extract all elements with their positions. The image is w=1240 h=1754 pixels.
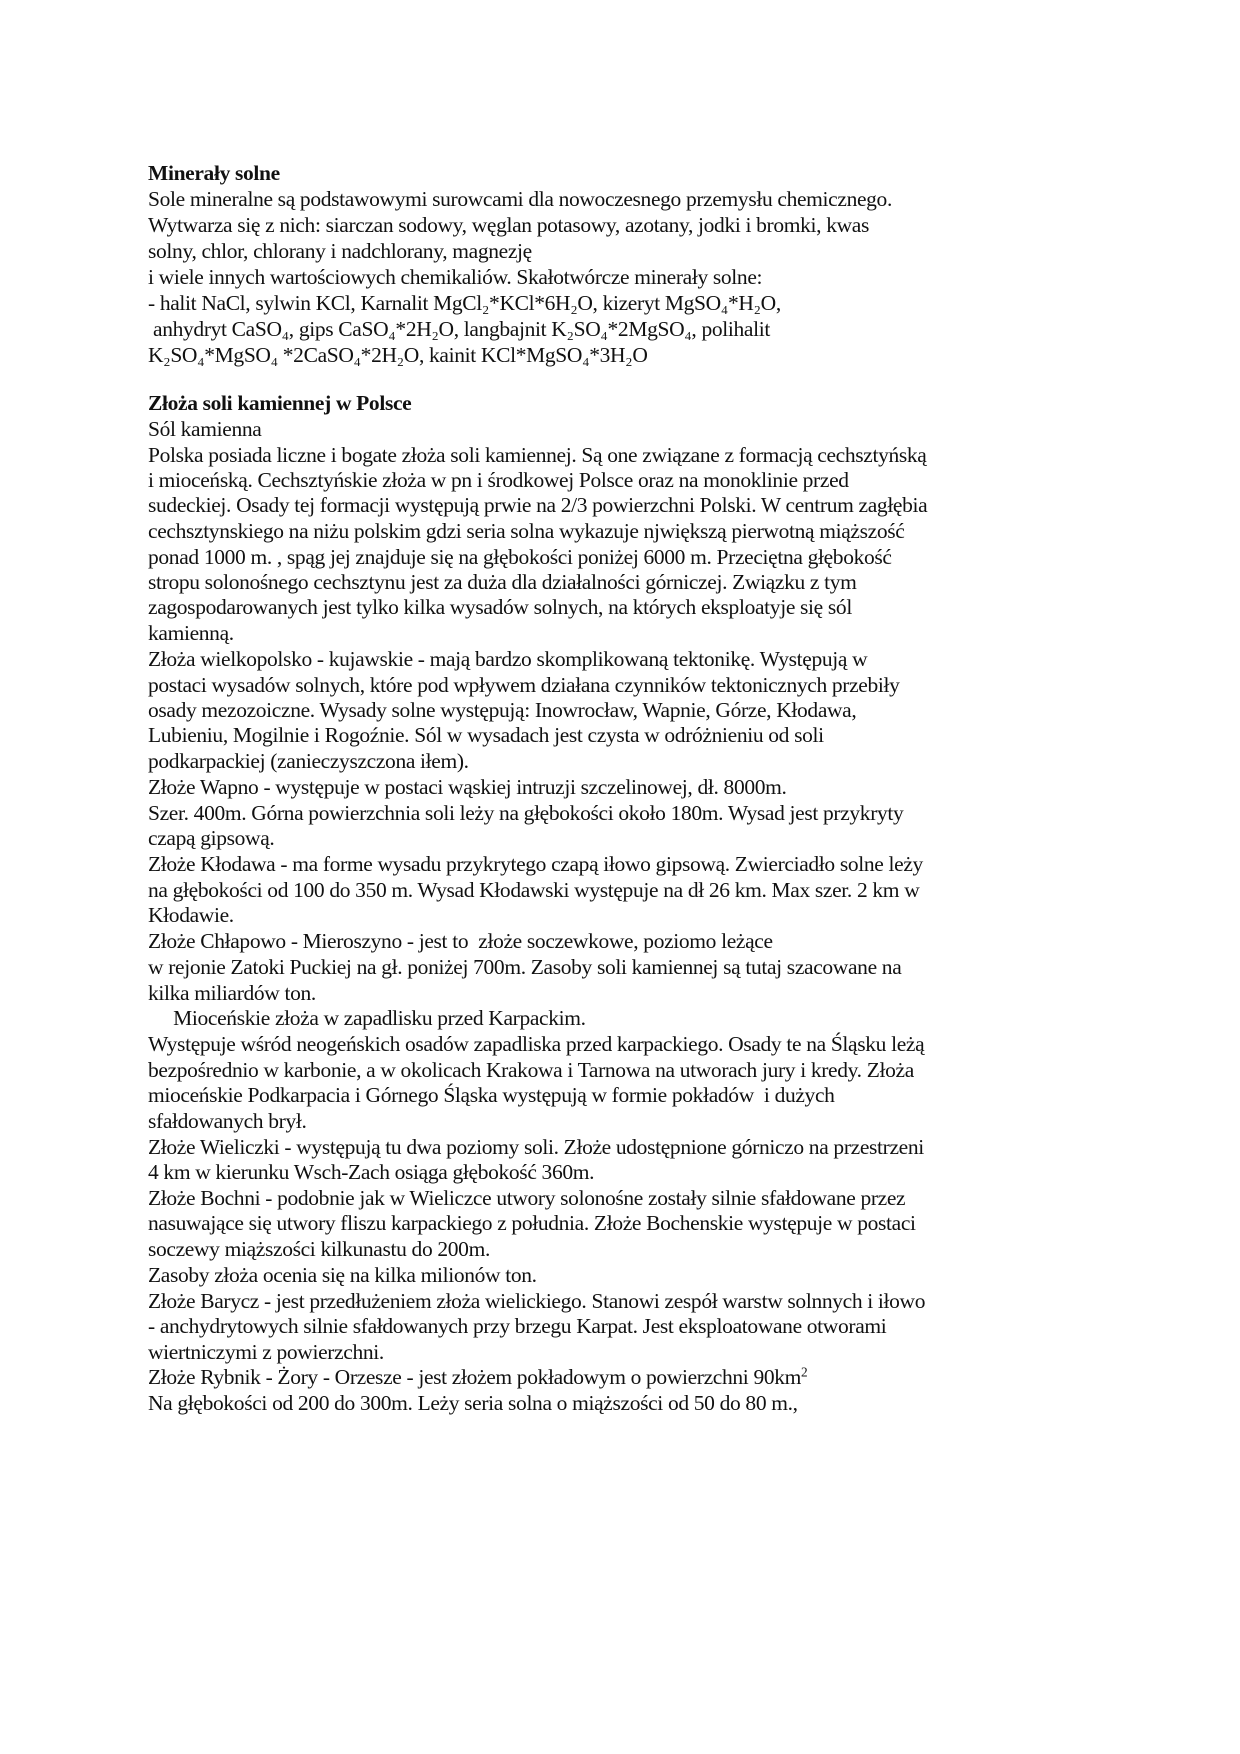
paragraph-line: ponad 1000 m. , spąg jej znajduje się na głębokości poniżej 6000 m. Przeciętna głębokość (148, 545, 892, 569)
paragraph-line: i mioceńską. Cechsztyńskie złoża w pn i środkowej Polsce oraz na monoklinie przed (148, 468, 849, 492)
paragraph-line: Lubieniu, Mogilnie i Rogoźnie. Sól w wysadach jest czysta w odróżnieniu od soli (148, 723, 824, 747)
paragraph-line: Złoże Kłodawa - ma forme wysadu przykrytego czapą iłowo gipsową. Zwierciadło solne leży (148, 852, 923, 876)
subheading-mioceńskie: Mioceńskie złoża w zapadlisku przed Karpackim. (148, 1006, 586, 1030)
heading-mineraly-solne: Minerały solne (148, 161, 280, 185)
paragraph-line: Szer. 400m. Górna powierzchnia soli leży na głębokości około 180m. Wysad jest przykryty (148, 801, 904, 825)
paragraph-line: Na głębokości od 200 do 300m. Leży seria solna o miąższości od 50 do 80 m., (148, 1391, 798, 1415)
paragraph-line: zagospodarowanych jest tylko kilka wysadów solnych, na których eksploatyje się sól (148, 595, 852, 619)
paragraph-line: mioceńskie Podkarpacia i Górnego Śląska występują w formie pokładów i dużych (148, 1083, 835, 1107)
paragraph-line: kilka miliardów ton. (148, 981, 316, 1005)
paragraph-line: Złoża wielkopolsko - kujawskie - mają bardzo skomplikowaną tektonikę. Występują w (148, 647, 868, 671)
paragraph-line: Polska posiada liczne i bogate złoża soli kamiennej. Są one związane z formacją cechsztyńską (148, 443, 927, 467)
paragraph-line: Złoże Bochni - podobnie jak w Wieliczce utwory solonośne zostały silnie sfałdowane przez (148, 1186, 906, 1210)
paragraph-line: stropu solonośnego cechsztynu jest za duża dla działalności górniczej. Związku z tym (148, 570, 857, 594)
paragraph-line: w rejonie Zatoki Puckiej na gł. poniżej 700m. Zasoby soli kamiennej są tutaj szacowane na (148, 955, 902, 979)
paragraph-line: Występuje wśród neogeńskich osadów zapadliska przed karpackiego. Osady te na Śląsku leżą (148, 1032, 925, 1056)
formula-line: K₂SO₄*MgSO₄ *2CaSO₄*2H₂O, kainit KCl*MgSO₄*3H₂O (148, 343, 648, 367)
paragraph-line: cechsztynskiego na niżu polskim gdzi seria solna wykazuje njwiększą pierwotną miąższość (148, 519, 905, 543)
paragraph-line: Złoże Wieliczki - występują tu dwa poziomy soli. Złoże udostępnione górniczo na przestrzeni (148, 1135, 924, 1159)
paragraph-line: bezpośrednio w karbonie, a w okolicach Krakowa i Tarnowa na utworach jury i kredy. Złoża (148, 1058, 914, 1082)
paragraph-line (148, 1364, 807, 1390)
formula-line: anhydryt CaSO₄, gips CaSO₄*2H₂O, langbajnit K₂SO₄*2MgSO₄, polihalit (148, 317, 770, 341)
paragraph-line: sfałdowanych brył. (148, 1109, 307, 1133)
paragraph-line: wiertniczymi z powierzchni. (148, 1340, 384, 1364)
superscript: 2 (801, 1364, 808, 1380)
paragraph-line: czapą gipsową. (148, 826, 275, 850)
paragraph-line: Kłodawie. (148, 903, 234, 927)
paragraph-line: Złoże Chłapowo - Mieroszyno - jest to złoże soczewkowe, poziomo leżące (148, 929, 773, 953)
paragraph-line: Złoże Barycz - jest przedłużeniem złoża wielickiego. Stanowi zespół warstw solnnych i iłowo (148, 1289, 926, 1313)
rybnik-text: Złoże Rybnik - Żory - Orzesze - jest złożem pokładowym o powierzchni 90km (148, 1365, 802, 1389)
paragraph-line: Sole mineralne są podstawowymi surowcami dla nowoczesnego przemysłu chemicznego. (148, 187, 892, 211)
paragraph-line: postaci wysadów solnych, które pod wpływem działana czynników tektonicznych przebiły (148, 673, 900, 697)
paragraph-line: sudeckiej. Osady tej formacji występują prwie na 2/3 powierzchni Polski. W centrum zagłębia (148, 493, 928, 517)
paragraph-line: osady mezozoiczne. Wysady solne występują: Inowrocław, Wapnie, Górze, Kłodawa, (148, 698, 857, 722)
paragraph-line: na głębokości od 100 do 350 m. Wysad Kłodawski występuje na dł 26 km. Max szer. 2 km w (148, 878, 920, 902)
paragraph-line: i wiele innych wartościowych chemikaliów. Skałotwórcze minerały solne: (148, 265, 763, 289)
paragraph-line: Zasoby złoża ocenia się na kilka milionów ton. (148, 1263, 537, 1287)
subheading-sol-kamienna: Sól kamienna (148, 417, 262, 441)
paragraph-line: soczewy miąższości kilkunastu do 200m. (148, 1237, 490, 1261)
heading-zloza-soli: Złoża soli kamiennej w Polsce (148, 391, 412, 415)
formula-line: - halit NaCl, sylwin KCl, Karnalit MgCl₂*KCl*6H₂O, kizeryt MgSO₄*H₂O, (148, 291, 781, 315)
paragraph-line: nasuwające się utwory fliszu karpackiego z południa. Złoże Bochenskie występuje w postaci (148, 1211, 916, 1235)
paragraph-line: solny, chlor, chlorany i nadchlorany, magnezję (148, 239, 532, 263)
paragraph-line: Wytwarza się z nich: siarczan sodowy, węglan potasowy, azotany, jodki i bromki, kwas (148, 213, 869, 237)
paragraph-line: Złoże Wapno - występuje w postaci wąskiej intruzji szczelinowej, dł. 8000m. (148, 775, 787, 799)
paragraph-line: 4 km w kierunku Wsch-Zach osiąga głębokość 360m. (148, 1160, 595, 1184)
paragraph-line: - anchydrytowych silnie sfałdowanych przy brzegu Karpat. Jest eksploatowane otworami (148, 1314, 887, 1338)
paragraph-line: podkarpackiej (zanieczyszczona iłem). (148, 749, 469, 773)
paragraph-line: kamienną. (148, 621, 234, 645)
